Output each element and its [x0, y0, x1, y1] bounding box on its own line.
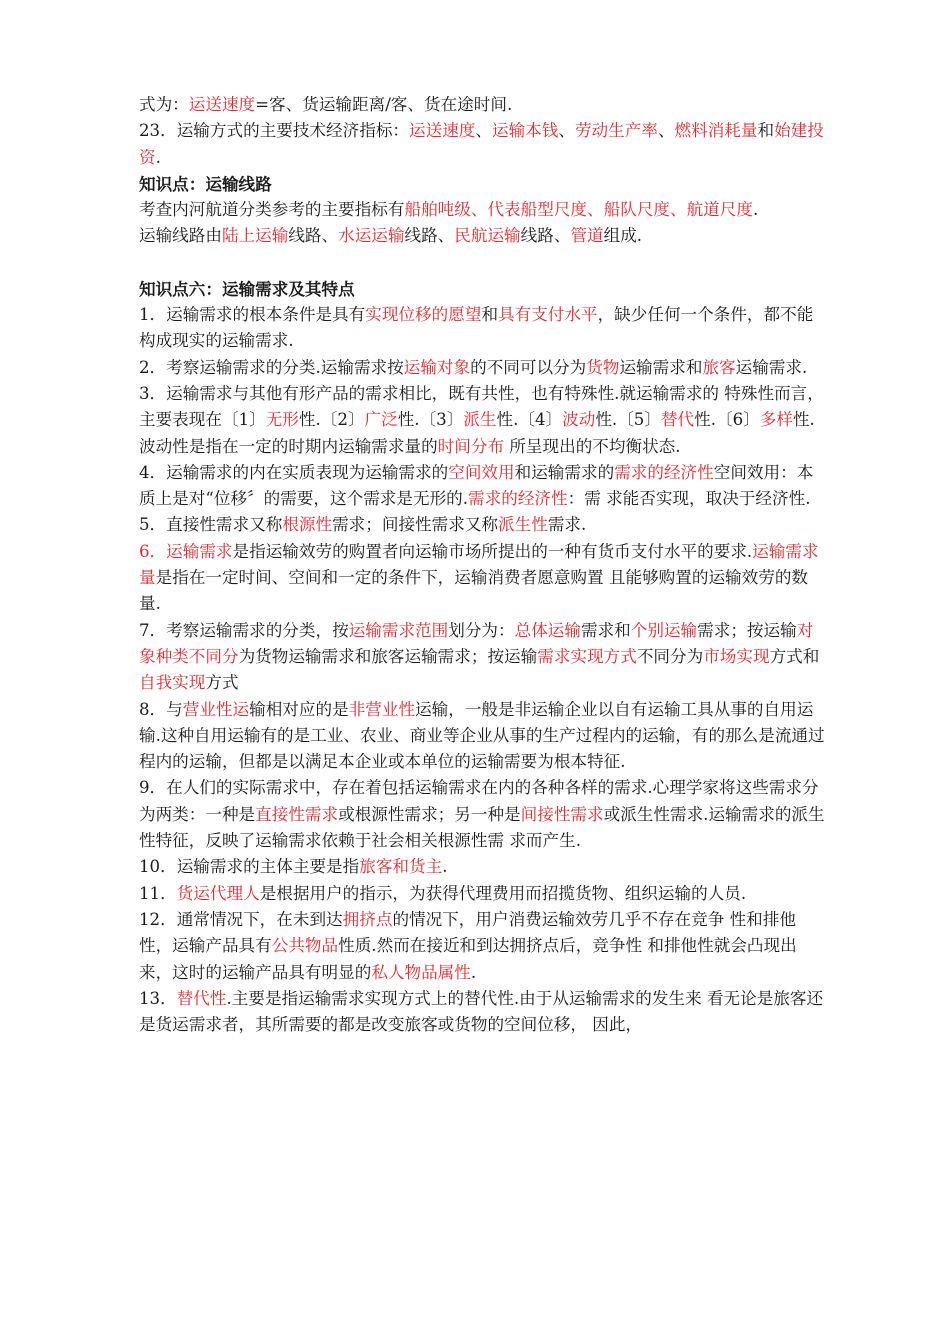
highlight-text: 陆上运输: [221, 226, 289, 246]
highlight-text: 波动: [562, 410, 596, 430]
highlight-text: 替代: [660, 410, 695, 430]
text-run: 性.〔2〕: [298, 410, 365, 430]
highlight-text: 始建投资: [139, 121, 824, 167]
highlight-text: 总体运输: [514, 620, 581, 640]
section-heading: [139, 171, 829, 197]
paragraph: [139, 197, 829, 223]
highlight-text: 6．运输需求: [139, 541, 233, 561]
text-run: 7．考察运输需求的分类，按: [139, 620, 349, 640]
text-run: 和运输需求的: [514, 462, 615, 482]
text-run: ，缺少任何一个条件，都不能构成现实的运输需求.: [139, 305, 814, 351]
text-run: 运输需求.: [735, 357, 808, 377]
paragraph: [139, 539, 829, 618]
highlight-text: 公共物品: [271, 936, 339, 956]
text-run: 空间效用：本质上是对“位移〞的需要，这个需求是无形的.: [139, 462, 814, 509]
text-run: 方式: [205, 673, 239, 693]
text-run: 所呈现出的不均衡状态.: [504, 436, 681, 456]
text-run: 性.〔4〕: [496, 410, 563, 430]
text-run: 不同分为: [636, 646, 704, 666]
text-run: 3．运输需求与其他有形产品的需求相比，既有共性，也有特殊性.就运输需求的 特殊性而言，主要表现在〔1〕: [139, 383, 824, 430]
highlight-text: 水运运输: [338, 226, 405, 246]
text-run: 5．直接性需求又称: [139, 515, 283, 535]
text-run: 、: [657, 121, 675, 141]
text-run: .: [155, 147, 161, 167]
text-run: 需求；间接性需求又称: [332, 515, 499, 535]
highlight-text: 空间效用: [448, 462, 515, 482]
document-page: [139, 92, 829, 1038]
text-run: .: [442, 857, 448, 877]
text-run: 性质.然而在接近和到达拥挤点后，竞争性 和排他性就会凸现出来，这时的运输产品具有明显的: [139, 936, 797, 982]
text-run: 考查内河航道分类参考的主要指标有: [139, 200, 405, 220]
paragraph: [139, 618, 829, 697]
text-run: 10．运输需求的主体主要是指: [139, 857, 360, 877]
text-run: 和: [481, 305, 499, 325]
paragraph: [139, 775, 829, 854]
highlight-text: 运输对象: [403, 357, 471, 377]
highlight-text: 旅客: [702, 357, 736, 377]
paragraph: [139, 881, 829, 907]
text-run: 线路、: [288, 226, 339, 246]
highlight-text: 广泛: [364, 410, 398, 430]
text-run: 划分为：: [448, 620, 515, 640]
text-run: 式为：: [139, 95, 189, 114]
highlight-text: 运送速度: [188, 95, 256, 114]
highlight-text: 对象种类不同分: [139, 620, 814, 666]
paragraph: [139, 460, 829, 513]
highlight-text: 直接性需求: [255, 804, 339, 824]
highlight-text: 派生: [463, 410, 497, 430]
highlight-text: 民航运输: [454, 226, 521, 246]
text-run: 23．运输方式的主要技术经济指标：: [139, 121, 410, 141]
text-run: 性.〔6〕: [694, 410, 760, 430]
highlight-text: 派生性: [498, 515, 548, 535]
text-run: 2．考察运输需求的分类.运输需求按: [139, 357, 404, 377]
highlight-text: 私人物品属性: [371, 962, 471, 982]
text-run: 需求和: [581, 620, 631, 640]
highlight-text: 需求的经济性: [614, 462, 714, 482]
text-run: 组成.: [603, 226, 643, 246]
text-run: 9．在人们的实际需求中，存在着包括运输需求在内的各种各样的需求.心理学家将这些需求分为两类：一种是: [139, 778, 819, 824]
highlight-text: 多样: [759, 410, 793, 430]
section-heading: [139, 276, 829, 302]
text-run: 或派生性需求.运输需求的派生性特征，反映了运输需求依赖于社会相关根源性需 求而产生.: [139, 804, 825, 851]
text-run: 知识点：运输线路: [139, 173, 272, 194]
highlight-text: 货物: [586, 357, 620, 377]
highlight-text: 需求实现方式: [537, 646, 637, 666]
text-run: =客、货运输距离/客、货在途时间.: [255, 95, 513, 114]
text-run: 是指运输效劳的购置者向运输市场所提出的一种有货币支付水平的要求.: [232, 541, 753, 561]
text-run: 性.波动性是指在一定的时期内运输需求量的: [139, 410, 815, 456]
paragraph: [139, 92, 829, 118]
paragraph: [139, 854, 829, 880]
highlight-text: 个别运输: [630, 620, 698, 640]
text-run: 输相对应的是: [249, 699, 349, 719]
text-run: 为货物运输需求和旅客运输需求；按运输: [238, 646, 538, 666]
text-run: 需求.: [547, 515, 587, 535]
highlight-text: 旅客和货主: [359, 857, 443, 877]
text-run: ：需 求能否实现，取决于经济性.: [567, 489, 811, 509]
text-run: 知识点六：运输需求及其特点: [139, 278, 355, 299]
highlight-text: 需求的经济性: [468, 489, 568, 509]
text-run: 12．通常情况下，在未到达: [139, 909, 343, 929]
text-run: 13．: [139, 988, 177, 1008]
highlight-text: 自我实现: [139, 673, 206, 693]
text-run: 方式和: [769, 646, 820, 666]
paragraph: [139, 118, 829, 171]
text-run: 运输需求和: [619, 357, 703, 377]
highlight-text: 运输需求范围: [348, 620, 449, 640]
paragraph: [139, 381, 829, 460]
paragraph: [139, 512, 829, 538]
text-run: 需求；按运输: [697, 620, 797, 640]
paragraph: [139, 223, 829, 249]
text-run: 4．运输需求的内在实质表现为运输需求的: [139, 462, 449, 482]
highlight-text: 市场实现: [703, 646, 770, 666]
highlight-text: 运输需求量: [139, 541, 819, 588]
text-run: 11．: [139, 883, 177, 903]
text-run: 和: [757, 121, 775, 141]
highlight-text: 实现位移的愿望: [365, 305, 482, 325]
highlight-text: 运送速度: [409, 121, 476, 141]
text-run: .主要是指运输需求实现方式上的替代性.由于从运输需求的发生来 看无论是旅客还是货运需求者，其所需要的都是改变旅客或货物的空间位移， 因此，: [139, 988, 824, 1035]
text-run: 、: [475, 121, 492, 141]
text-run: 运输，一般是非运输企业以自有运输工具从事的自用运输.这种自用运输有的是工业、农业、商业等企业从事的生产过程内的运输，有的那么是流通过程内的运输，但都是以满足本企业或本单位的运输需要为根本特征.: [139, 699, 825, 772]
text-run: .: [470, 962, 477, 982]
text-run: 1．运输需求的根本条件是具有: [139, 305, 366, 325]
text-run: 的情况下，用户消费运输效劳几乎不存在竞争 性和排他性，运输产品具有: [139, 909, 796, 956]
highlight-text: 非营业性: [348, 699, 416, 719]
highlight-text: 具有支付水平: [498, 305, 598, 325]
highlight-text: 根源性: [282, 515, 333, 535]
text-run: 是根据用户的指示，为获得代理费用而招揽货物、组织运输的人员.: [259, 883, 747, 903]
highlight-text: 燃料消耗量: [674, 121, 758, 141]
text-run: 线路、: [520, 226, 571, 246]
highlight-text: 货运代理人: [176, 883, 260, 903]
paragraph: [139, 697, 829, 776]
text-run: 8．与: [139, 699, 183, 719]
highlight-text: 劳动生产率: [574, 121, 658, 141]
text-run: 性.〔5〕: [595, 410, 661, 430]
paragraph: [139, 302, 829, 355]
text-run: 性.〔3〕: [397, 410, 464, 430]
paragraph: [139, 907, 829, 986]
highlight-text: 营业性运: [182, 699, 250, 719]
highlight-text: 替代性: [176, 988, 227, 1008]
highlight-text: 无形: [265, 410, 299, 430]
highlight-text: 运输本钱: [492, 121, 559, 141]
highlight-text: 船舶吨级、代表船型尺度、船队尺度、航道尺度: [404, 200, 753, 220]
text-run: .: [752, 200, 759, 220]
text-run: 是指在一定时间、空间和一定的条件下，运输消费者愿意购置 且能够购置的运输效劳的数量.: [139, 568, 809, 614]
text-run: 的不同可以分为: [470, 357, 587, 377]
highlight-text: 时间分布: [437, 436, 505, 456]
text-run: 线路、: [404, 226, 455, 246]
highlight-text: 管道: [570, 226, 604, 246]
text-run: 、: [558, 121, 575, 141]
paragraph: [139, 986, 829, 1039]
text-run: 运输线路由: [139, 226, 222, 246]
paragraph: [139, 355, 829, 381]
text-run: 或根源性需求；另一种是: [338, 804, 521, 824]
highlight-text: 间接性需求: [520, 804, 604, 824]
highlight-text: 拥挤点: [342, 909, 393, 929]
